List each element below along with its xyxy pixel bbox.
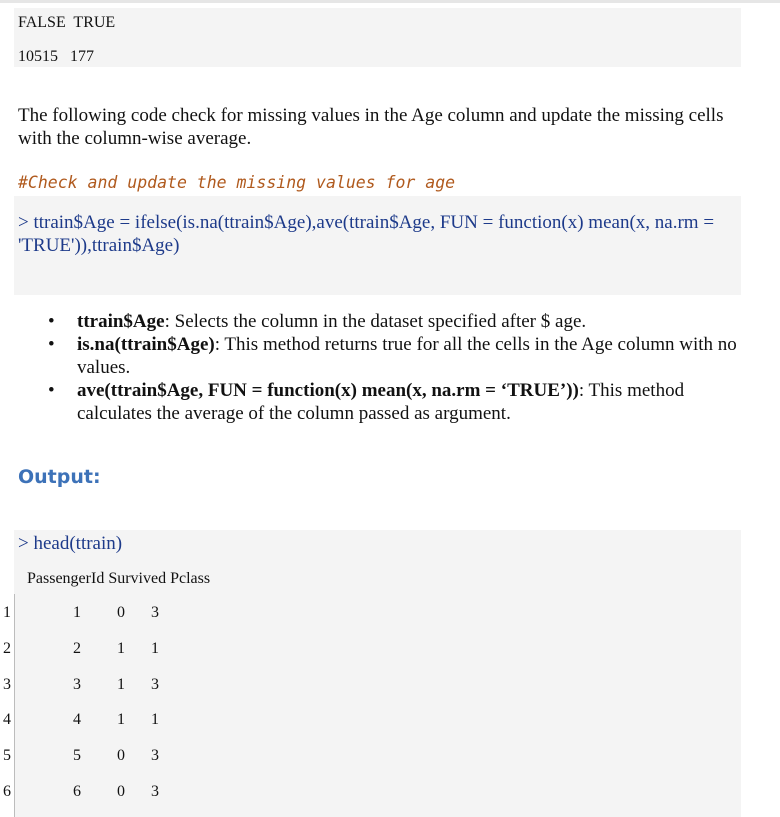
cell-passengerid: 3 bbox=[73, 676, 81, 693]
cell-pclass: 1 bbox=[151, 640, 159, 657]
row-index: 1 bbox=[3, 604, 11, 621]
cell-survived: 0 bbox=[117, 604, 125, 621]
row-index: 5 bbox=[3, 747, 11, 764]
cell-pclass: 3 bbox=[151, 604, 159, 621]
list-item bbox=[0, 310, 760, 333]
list-item bbox=[0, 333, 760, 379]
cell-passengerid: 1 bbox=[73, 604, 81, 621]
list-item-term: ave(ttrain$Age, FUN = function(x) mean(x, na.rm = ‘TRUE’)) bbox=[77, 380, 579, 401]
table-header: PassengerId Survived Pclass bbox=[27, 570, 211, 587]
bullet-icon: • bbox=[48, 380, 55, 401]
cell-survived: 0 bbox=[117, 783, 125, 800]
cell-pclass: 3 bbox=[151, 783, 159, 800]
console-output-line-1: FALSE TRUE bbox=[18, 14, 116, 31]
description-paragraph: The following code check for missing values in the Age column and update the missing cells with the column-wise average. bbox=[18, 105, 724, 149]
row-index: 4 bbox=[3, 711, 11, 728]
explanation-list bbox=[0, 310, 760, 425]
cell-passengerid: 2 bbox=[73, 640, 81, 657]
console-output-line-2: 10515 177 bbox=[18, 48, 94, 65]
list-item-term: ttrain$Age bbox=[77, 311, 165, 332]
top-divider bbox=[0, 0, 780, 3]
cell-survived: 1 bbox=[117, 711, 125, 728]
list-item bbox=[0, 379, 760, 425]
cell-pclass: 1 bbox=[151, 711, 159, 728]
row-index-divider bbox=[14, 594, 15, 817]
bullet-icon: • bbox=[48, 311, 55, 332]
bullet-icon: • bbox=[48, 334, 55, 355]
list-item-text: : This method returns true for all the cells in the Age column with no values. bbox=[77, 334, 737, 378]
cell-pclass: 3 bbox=[151, 676, 159, 693]
cell-survived: 1 bbox=[117, 676, 125, 693]
row-index: 6 bbox=[3, 783, 11, 800]
list-item-text: : This method calculates the average of the column passed as argument. bbox=[77, 380, 685, 424]
output-heading: Output: bbox=[18, 466, 101, 488]
cell-passengerid: 5 bbox=[73, 747, 81, 764]
code-line: > ttrain$Age = ifelse(is.na(ttrain$Age),ave(ttrain$Age, FUN = function(x) mean(x, na.rm = 'TRUE')),ttrain$Age) bbox=[18, 212, 715, 256]
cell-survived: 0 bbox=[117, 747, 125, 764]
cell-passengerid: 4 bbox=[73, 711, 81, 728]
code-comment: #Check and update the missing values for age bbox=[18, 173, 456, 192]
console-output-block bbox=[14, 8, 741, 67]
cell-pclass: 3 bbox=[151, 747, 159, 764]
list-item-text: : Selects the column in the dataset specified after $ age. bbox=[164, 311, 587, 332]
output-command: > head(ttrain) bbox=[18, 533, 123, 554]
list-item-term: is.na(ttrain$Age) bbox=[77, 334, 215, 355]
row-index: 3 bbox=[3, 676, 11, 693]
cell-passengerid: 6 bbox=[73, 783, 81, 800]
row-index: 2 bbox=[3, 640, 11, 657]
cell-survived: 1 bbox=[117, 640, 125, 657]
